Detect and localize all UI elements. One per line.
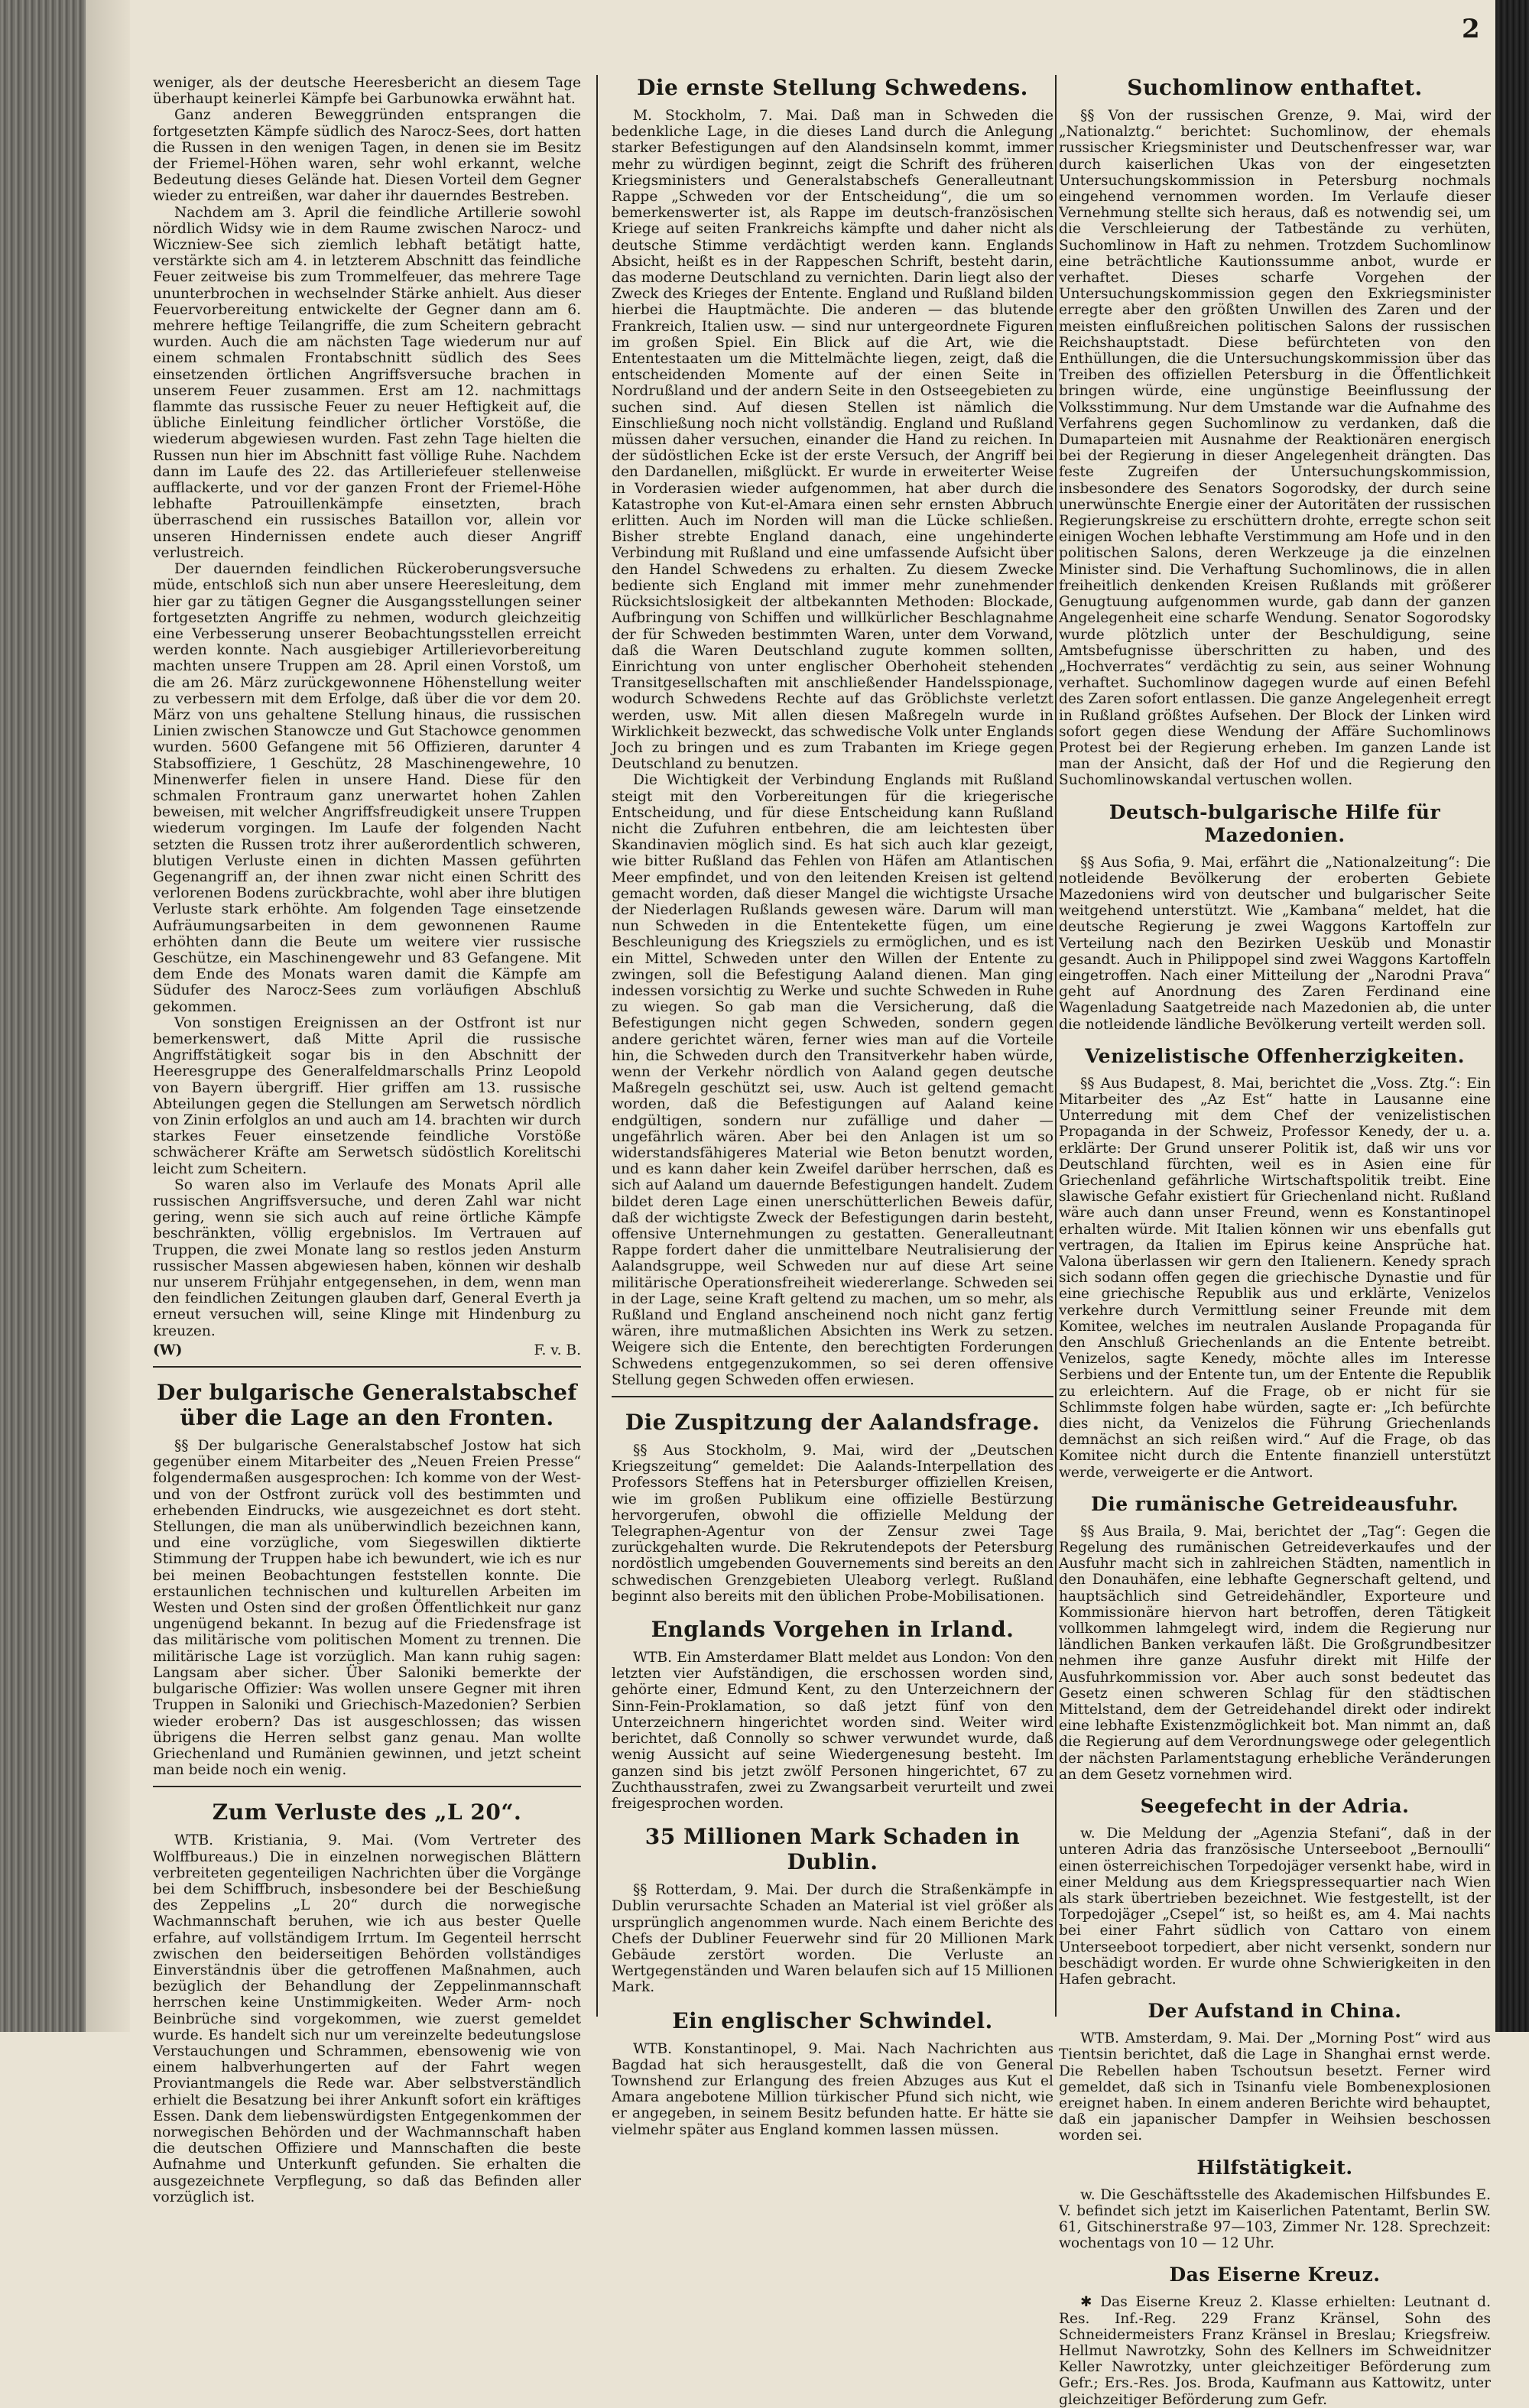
column-rule — [596, 75, 598, 2017]
headline: Hilfstätigkeit. — [1196, 2156, 1353, 2179]
article-paragraph: w. Die Meldung der „Agenzia Stefani“, daß in der unteren Adria das französische Unterseeboot „Bernoulli“ einen österreichischen Torpedojäger versenkt habe, wird in einer Meldung aus dem Kriegspressequartier nach Wien als stark übertrieben bezeichnet. Wie festgestellt, ist der Torpedojäger „Csepel“ ist, so heißt es, am 4. Mai nachts bei einer Fahrt südlich von Cattaro von einem Unterseeboot torpediert, aber nicht versenkt, sondern nur beschädigt worden. Er wurde ohne Schwierigkeiten in den Hafen gebracht. — [1059, 1825, 1491, 1988]
page-number: 2 — [1462, 14, 1480, 44]
headline: Deutsch-bulgarische Hilfe für Mazedonien. — [1109, 800, 1441, 846]
section-divider — [153, 1366, 581, 1368]
article-paragraph: WTB. Konstantinopel, 9. Mai. Nach Nachrichten aus Bagdad hat sich herausgestellt, daß die von General Townshend zur Erlangung des freien Abzuges aus Kut el Amara angebotene Million türkischer Pfund sich nicht, wie er angegeben, in seinem Besitz befunden hatte. Er hätte sie vielmehr später aus England kommen lassen müssen. — [612, 2040, 1053, 2138]
article-paragraph: WTB. Amsterdam, 9. Mai. Der „Morning Post“ wird aus Tientsin berichtet, daß die Lage in Shanghai ernst werde. Die Rebellen haben Tschoutsun besetzt. Ferner wird gemeldet, daß sich in Tsinanfu viele Bombenexplosionen ereignet haben. In einem anderen Berichte wird behauptet, daß ein japanischer Dampfer in Weihsien beschossen worden sei. — [1059, 2030, 1491, 2144]
article-paragraph: M. Stockholm, 7. Mai. Daß man in Schweden die bedenkliche Lage, in die dieses Land durch die Anlegung starker Befestigungen auf den Alandsinseln kommt, immer mehr zu würdigen beginnt, zeigt die Schrift des früheren Kriegsministers und Generalstabschefs Generalleutnant Rappe „Schweden vor der Entscheidung“, die um so bemerkenswerter ist, als Rappe im deutsch-französischen Kriege auf seiten Frankreichs kämpfte und daher nicht als deutsche Stimme verdächtigt werden kann. Englands Absicht, heißt es in der Rappeschen Schrift, besteht darin, das moderne Deutschland zu vernichten. Darin liegt also der Zweck des Krieges der Entente. England und Rußland bilden hierbei die Hauptmächte. Die anderen — das blutende Frankreich, Italien usw. — sind nur untergeordnete Figuren im großen Spiel. Ein Blick auf die Art, wie die Ententestaaten um die Mittelmächte liegen, zeigt, daß die entscheidenden Momente auf der einen Seite in Nordrußland und der andern Seite in den Ostseegebieten zu suchen sind. Auf diesen Stellen ist nämlich die Einschließung noch nicht vollständig. England und Rußland müssen daher versuchen, einander die Hand zu reichen. In der südöstlichen Ecke ist der erste Versuch, der Angriff bei den Dardanellen, mißglückt. Er wurde in erweiterter Weise in Vorderasien wieder aufgenommen, hat aber durch die Katastrophe von Kut-el-Amara einen sehr ernsten Abbruch erlitten. Auch im Norden will man die Lücke schließen. Bisher strebte England danach, eine ungehinderte Verbindung mit Rußland und eine umfassende Aufsicht über den Handel Schwedens zu erhalten. Zu diesem Zwecke bediente sich England mit immer mehr zunehmender Rücksichtslosigkeit der altbekannten Methoden: Blockade, Aufbringung von Schiffen und willkürlicher Beschlagnahme der für Schweden bestimmten Waren, unter dem Vorwand, daß die Waren Deutschland zugute kommen sollten, Einrichtung von unter englischer Oberhoheit stehenden Transitgesellschaften mit anschließender Handelsspionage, wodurch Schwedens Rechte auf das Gröblichste verletzt werden, usw. Mit allen diesen Maßregeln wurde in Wirklichkeit bezweckt, das schwedische Volk unter Englands Joch zu bringen und es zum Trabanten im Kriege gegen Deutschland zu benutzen. — [612, 108, 1053, 773]
headline: Suchomlinow enthaftet. — [1127, 75, 1423, 100]
signature-initials: F. v. B. — [534, 1342, 581, 1358]
article-paragraph: ✱ Das Eiserne Kreuz 2. Klasse erhielten: Leutnant d. Res. Inf.-Reg. 229 Franz Kränsel, Sohn des Schneidermeisters Franz Kränsel in Breslau; Kriegsfreiw. Hellmut Nawrotzky, Sohn des Kellners im Schweidnitzer Keller Nawrotzky, unter gleichzeitiger Beförderung zum Gefr.; Ers.-Res. Jos. Broda, Kaufmann aus Kattowitz, unter gleichzeitiger Beförderung zum Gefr. — [1059, 2294, 1491, 2408]
article-paragraph: weniger, als der deutsche Heeresbericht an diesem Tage überhaupt keinerlei Kämpfe bei Garbunowka erwähnt hat. — [153, 75, 581, 108]
column-rule — [1055, 75, 1057, 2017]
article-paragraph: So waren also im Verlaufe des Monats April alle russischen Angriffsversuche, und deren Zahl war nicht gering, wenn sie sich auch auf reine örtliche Kämpfe beschränkten, völlig ergebnislos. Im Vertrauen auf Truppen, die zwei Monate lang so restlos jeden Ansturm russischer Massen abgewiesen haben, können wir deshalb nur unserem Frühjahr entgegensehen, in dem, wenn man den feindlichen Zeitungen glauben darf, General Everth ja erneut versuchen will, seine Klinge mit Hindenburg zu kreuzen. — [153, 1176, 581, 1339]
page-edge — [1495, 0, 1529, 2032]
column-middle — [612, 75, 1053, 2138]
article-paragraph: Ganz anderen Beweggründen entsprangen die fortgesetzten Kämpfe südlich des Narocz-Sees, dort hatten die Russen in den wenigen Tagen, in denen sie im Besitz der Friemel-Höhen waren, sehr wohl erkannt, welche Bedeutung dieses Gelände hat. Diesen Vorteil dem Gegner wieder zu entreißen, war daher ihr dauerndes Bestreben. — [153, 107, 581, 205]
article-paragraph: WTB. Ein Amsterdamer Blatt meldet aus London: Von den letzten vier Aufständigen, die erschossen worden sind, gehörte einer, Edmund Kent, zu den Unterzeichnern der Sinn-Fein-Proklamation, so daß jetzt fünf von den Unterzeichnern hingerichtet worden sind. Weiter wird berichtet, daß Connolly so schwer verwundet wurde, daß wenig Aussicht auf seine Wiedergenesung besteht. Im ganzen sind bis jetzt zwölf Personen hingerichtet, 67 zu Zuchthausstrafen, zwei zu Zwangsarbeit verurteilt und zwei freigesprochen worden. — [612, 1650, 1053, 1812]
article-paragraph: §§ Aus Budapest, 8. Mai, berichtet die „Voss. Ztg.“: Ein Mitarbeiter des „Az Est“ hatte in Lausanne eine Unterredung mit dem Chef der venizelistischen Propaganda in der Schweiz, Professor Kenedy, der u. a. erklärte: Der Grund unserer Politik ist, daß wir uns vor Deutschland fürchten, weil es in Asien eine für Griechenland gefährliche Wirtschaftspolitik treibt. Eine slawische Gefahr existiert für Griechenland nicht. Rußland wäre auch dann unser Freund, wenn es Konstantinopel erhalten würde. Mit Italien können wir uns ebenfalls gut vertragen, da Italien im Epirus keine Ansprüche hat. Valona überlassen wir gern den Italienern. Kenedy sprach sich sodann offen gegen die griechische Dynastie und für eine griechische Republik aus und erklärte, Venizelos verkehre durch Vermittlung seiner Freunde mit dem Komitee, welches im neutralen Auslande Propaganda für den Anschluß Griechenlands an die Entente betreibt. Venizelos, sagte Kenedy, möchte alles im Interesse Serbiens und der Entente tun, um der Entente die Republik zu erleichtern. Auf die Frage, ob er nicht für sie Schlimmste folgen habe würden, sagte er: „Ich befürchte dies nicht, da Venizelos die Führung Griechenlands demnächst an sich reißen wird.“ Auf die Frage, ob das Komitee nicht durch die Entente finanziell unterstützt werde, verweigerte er die Antwort. — [1059, 1075, 1491, 1481]
headline: Englands Vorgehen in Irland. — [651, 1617, 1014, 1643]
article-paragraph: w. Die Geschäftsstelle des Akademischen Hilfsbundes E. V. befindet sich jetzt im Kaiserlichen Patentamt, Berlin SW. 61, Gitschinerstraße 97—103, Zimmer Nr. 128. Sprechzeit: wochentags von 10 — 12 Uhr. — [1059, 2186, 1491, 2252]
article-paragraph: Der dauernden feindlichen Rückeroberungsversuche müde, entschloß sich nun aber unsere Heeresleitung, dem hier gar zu tätigen Gegner die Ausgangsstellungen seiner fortgesetzten Angriffe zu nehmen, wodurch gleichzeitig eine Verbesserung unserer Beobachtungsstellen erreicht werden konnte. Nach ausgiebiger Artillerievorbereitung machten unsere Truppen am 28. April einen Vorstoß, um die am 26. März zurückgewonnene Höhenstellung weiter zu verbessern mit dem Erfolge, daß über die vor dem 20. März von uns gehaltene Stellung hinaus, die russischen Linien zwischen Stanowcze und Gut Stachowce genommen wurden. 5600 Gefangene mit 56 Offizieren, darunter 4 Stabsoffiziere, 1 Geschütz, 28 Maschinengewehre, 10 Minenwerfer fielen in unsere Hand. Diese für den schmalen Frontraum ganz unerwartet hohen Zahlen beweisen, mit welcher Angriffsfreudigkeit unsere Truppen wiederum vorgingen. Im Laufe der folgenden Nacht setzten die Russen trotz ihrer außerordentlich schweren, blutigen Verluste einen in dichten Massen geführten Gegenangriff an, der ihnen zwar nicht einen Schritt des verlorenen Bodens zurückbrachte, wohl aber ihre blutigen Verluste stark erhöhte. Am folgenden Tage einsetzende Aufräumungsarbeiten in dem gewonnenen Raume erhöhten dann die Beute um weitere vier russische Geschütze, ein Maschinengewehr und 83 Gefangene. Mit dem Ende des Monats waren damit die Kämpfe am Südufer des Narocz-Sees zum vorläufigen Abschluß gekommen. — [153, 561, 581, 1015]
column-left — [153, 75, 581, 2205]
article-paragraph: Die Wichtigkeit der Verbindung Englands mit Rußland steigt mit den Vorbereitungen für die kriegerische Entscheidung, und für diese Entscheidung kann Rußland nicht die Zufuhren entbehren, die am leichtesten über Skandinavien möglich sind. Es hat sich auch klar gezeigt, wie bitter Rußland das Fehlen von Häfen am Atlantischen Meer empfindet, und von den leitenden Kreisen ist geltend gemacht worden, daß dieser Mangel die wichtigste Ursache der Niederlagen Rußlands gewesen wäre. Darum will man nun Schweden in die Ententekette fügen, um eine Beschleunigung des Kriegsziels zu ermöglichen, und es ist ein Mittel, Schweden unter den Willen der Entente zu zwingen, soll die Befestigung Aaland dienen. Man ging indessen vorsichtig zu Werke und suchte Schweden in Ruhe zu wiegen. So gab man die Versicherung, daß die Befestigungen nicht gegen Schweden, sondern gegen andere gerichtet wären, ferner wies man auf die Vorteile hin, die Schweden durch den Transitverkehr haben würde, wenn der Verkehr nördlich von Aaland gegen deutsche Maßregeln geschützt sei, usw. Auch ist geltend gemacht worden, daß die Befestigungen auf Aaland keine endgültigen, sondern nur zufällige und daher — ungefährlich wären. Aber bei den Anlagen ist um so widerstandsfähigeres Material wie Beton benutzt worden, und es kann daher kein Zweifel darüber herrschen, daß es sich auf Aaland um dauernde Befestigungen handelt. Zudem bildet deren Lage einen unerschütterlichen Beweis dafür, daß der wichtigste Zweck der Befestigungen darin besteht, offensive Unternehmungen zu gestatten. Generalleutnant Rappe fordert daher die unmittelbare Neutralisierung der Aalandsgruppe, weil Schweden nur auf diese Art seine militärische Operationsfreiheit wiedererlange. Schweden sei in der Lage, seine Kraft geltend zu machen, um so mehr, als Rußland und England anscheinend noch nicht ganz fertig wären, ihre mutmaßlichen Absichten ins Werk zu setzen. Weigere sich die Entente, den berechtigten Forderungen Schwedens entgegenzukommen, so sei deren offensive Stellung gegen Schweden offen erwiesen. — [612, 772, 1053, 1388]
article-paragraph: Nachdem am 3. April die feindliche Artillerie sowohl nördlich Widsy wie in dem Raume zwischen Narocz- und Wiczniew-See sich ziemlich lebhaft betätigt hatte, verstärkte sich am 4. in letzterem Abschnitt das feindliche Feuer zeitweise bis zum Trommelfeuer, das mehrere Tage ununterbrochen in wechselnder Stärke anhielt. Aus dieser Feuervorbereitung entwickelte der Gegner dann am 6. mehrere heftige Teilangriffe, die zum Scheitern gebracht wurden. Auch die am nächsten Tage wiederum nur auf einem schmalen Frontabschnitt südlich des Sees einsetzenden örtlichen Angriffsversuche brachen in unserem Feuer zusammen. Erst am 12. nachmittags flammte das russische Feuer zu neuer Heftigkeit auf, die übliche Einleitung feindlicher örtlicher Vorstöße, die wiederum abgewiesen wurden. Fast zehn Tage hielten die Russen nun hier im Abschnitt fast völlige Ruhe. Nachdem dann im Laufe des 22. das Artilleriefeuer stellenweise aufflackerte, und vor der ganzen Front der Friemel-Höhe lebhafte Patrouillenkämpfe einsetzten, brach überraschend ein russisches Bataillon vor, allein vor unseren Hindernissen endete auch dieser Angriff verlustreich. — [153, 204, 581, 561]
headline: Der Aufstand in China. — [1148, 2000, 1402, 2023]
section-divider — [612, 1396, 1053, 1397]
headline: Der bulgarische Generalstabschef über die Lage an den Fronten. — [157, 1380, 577, 1431]
signature-mark: (W) — [153, 1342, 183, 1358]
article-paragraph: §§ Der bulgarische Generalstabschef Jostow hat sich gegenüber einem Mitarbeiter des „Neuen Freien Presse“ folgendermaßen ausgesprochen: Ich komme von der West- und von der Ostfront zurück voll des bestimmten und erhebenden Eindrucks, wie ausgezeichnet es dort steht. Stellungen, die man als unüberwindlich bezeichnen kann, und eine vorzügliche, vom Siegeswillen diktierte Stimmung der Truppen habe ich bewundert, wie ich es nur bei meinen Beobachtungen feststellen konnte. Die erstaunlichen technischen und kulturellen Arbeiten im Westen und Osten sind der großen Öffentlichkeit nur ganz ungenügend bekannt. In bezug auf die Friedensfrage ist das militärische vom politischen Moment zu trennen. Die militärische Lage ist vorzüglich. Man kann ruhig sagen: Langsam aber sicher. Über Saloniki bemerkte der bulgarische Offizier: Was wollen unsere Gegner mit ihren Truppen in Saloniki und Griechisch-Mazedonien? Serbien wieder erobern? Das ist ausgeschlossen; das wissen übrigens die Herren selbst ganz genau. Man wollte Griechenland und Rumänien gewinnen, und jetzt scheint man beide noch ein wenig. — [153, 1438, 581, 1779]
headline: Seegefecht in der Adria. — [1140, 1795, 1410, 1818]
headline: Die ernste Stellung Schwedens. — [637, 75, 1028, 100]
headline: Venizelistische Offenherzigkeiten. — [1085, 1044, 1465, 1067]
article-paragraph: §§ Aus Sofia, 9. Mai, erfährt die „Nationalzeitung“: Die notleidende Bevölkerung der eroberten Gebiete Mazedoniens wird von deutscher und bulgarischer Seite weitgehend unterstützt. Wie „Kambana“ meldet, hat die deutsche Regierung je zwei Waggons Kartoffeln zur Verteilung nach den Bezirken Uesküb und Monastir gesandt. Auch in Philippopel sind zwei Waggons Kartoffeln eingetroffen. Nach einer Mitteilung der „Narodni Prava“ geht auf Anordnung des Zaren Ferdinand eine Wagenladung Saatgetreide nach Mazedonien ab, die unter die notleidende ländliche Bevölkerung verteilt werden soll. — [1059, 854, 1491, 1033]
headline: Das Eiserne Kreuz. — [1169, 2264, 1381, 2286]
article-signature — [153, 1342, 581, 1358]
page-gutter — [86, 0, 130, 2032]
article-paragraph: Von sonstigen Ereignissen an der Ostfront ist nur bemerkenswert, daß Mitte April die russische Angriffstätigkeit sogar bis in den Abschnitt der Heeresgruppe des Generalfeldmarschalls Prinz Leopold von Bayern übergriff. Hier griffen am 13. russische Abteilungen gegen die Stellungen am Serwetsch nördlich von Zinin erfolglos an und auch am 14. brachten wir durch starkes Feuer einsetzende feindliche Vorstöße schwächerer Kräfte am Serwetsch südöstlich Korelitschi leicht zum Scheitern. — [153, 1014, 581, 1177]
section-divider — [153, 1786, 581, 1787]
column-right — [1059, 75, 1491, 2408]
headline: Die rumänische Getreideausfuhr. — [1091, 1492, 1459, 1515]
headline: Zum Verluste des „L 20“. — [212, 1800, 522, 1825]
article-paragraph: §§ Aus Braila, 9. Mai, berichtet der „Tag“: Gegen die Regelung des rumänischen Getreideverkaufes und der Ausfuhr macht sich in zahlreichen Städten, namentlich in den Donauhäfen, eine lebhafte Gegnerschaft geltend, und hauptsächlich sind Getreidehändler, Exporteure und Kommissionäre hiervon hart betroffen, deren Tätigkeit vollkommen lahmgelegt wird, indem die Regierung nur ländlichen Banken verkaufen läßt. Die Großgrundbesitzer nehmen ihre ganze Ausfuhr direkt mit Hilfe der Ausfuhrkommission vor. Aber auch sonst bedeutet das Gesetz einen schweren Schlag für den städtischen Mittelstand, dem der Getreidehandel direkt oder indirekt eine lebhafte Existenzmöglichkeit bot. Man nimmt an, daß die Regierung auf dem Verordnungswege oder gelegentlich der nächsten Parlamentstagung erhebliche Veränderungen an dem Gesetz vornehmen wird. — [1059, 1523, 1491, 1783]
headline: Ein englischer Schwindel. — [672, 2007, 993, 2033]
article-paragraph: §§ Rotterdam, 9. Mai. Der durch die Straßenkämpfe in Dublin verursachte Schaden an Material ist viel größer als ursprünglich angenommen wurde. Nach einem Berichte des Chefs der Dubliner Feuerwehr sind für 20 Millionen Mark Gebäude zerstört worden. Die Verluste an Wertgegenständen und Waren belaufen sich auf 15 Millionen Mark. — [612, 1882, 1053, 1996]
article-paragraph: §§ Von der russischen Grenze, 9. Mai, wird der „Nationalztg.“ berichtet: Suchomlinow, der ehemals russischer Kriegsminister und Deutschenfresser war, war durch kaiserlichen Ukas von der eingesetzten Untersuchungskommission in Petersburg nochmals eingehend vernommen worden. Im Verlaufe dieser Vernehmung stellte sich heraus, daß es notwendig sei, um die Verschleierung der Tatbestände zu verhüten, Suchomlinow in Haft zu nehmen. Trotzdem Suchomlinow eine beträchtliche Kautionssumme anbot, wurde er verhaftet. Dieses scharfe Vorgehen der Untersuchungskommission gegen den Exkriegsminister erregte aber den größten Unwillen des Zaren und der meisten einflußreichen politischen Salons der russischen Reichshauptstadt. Diese befürchteten von den Enthüllungen, die die Untersuchungskommission über das Treiben des offiziellen Petersburg in die Öffentlichkeit bringen würde, eine ungünstige Beeinflussung der Volksstimmung. Nur dem Umstande war die Aufnahme des Verfahrens gegen Suchomlinow zu verdanken, daß die Dumaparteien mit Ausnahme der Reaktionären energisch bei der Regierung in dieser Angelegenheit drängten. Das feste Zugreifen der Untersuchungskommission, insbesondere des Senators Sogorodsky, der durch seine unerwünschte Energie einer der Autoritäten der russischen Regierungskreise zu erschüttern drohte, erregte schon seit einigen Wochen lebhafte Verstimmung am Hofe und in den politischen Salons, deren Werkzeuge ja die einzelnen Minister sind. Die Verhaftung Suchomlinows, die in allen freiheitlich denkenden Kreisen Rußlands mit größerer Genugtuung aufgenommen wurde, gab dann der ganzen Angelegenheit eine scharfe Wendung. Senator Sogorodsky wurde plötzlich unter der Beschuldigung, seine Amtsbefugnisse überschritten zu haben, und des „Hochverrates“ verdächtig zu sein, aus seiner Wohnung verhaftet. Suchomlinow dagegen wurde auf einen Befehl des Zaren sofort entlassen. Die ganze Angelegenheit erregt in Rußland größtes Aufsehen. Der Block der Linken wird sofort gegen diese Wendung der Affäre Suchomlinows Protest bei der Regierung erheben. Im ganzen Lande ist man der Ansicht, daß der Hof und die Regierung den Suchomlinowskandal vertuschen wollen. — [1059, 108, 1491, 789]
book-spine — [0, 0, 86, 2032]
article-paragraph: WTB. Kristiania, 9. Mai. (Vom Vertreter des Wolffbureaus.) Die in einzelnen norwegischen Blättern verbreiteten gegenteiligen Nachrichten über die Vorgänge bei dem Schiffbruch, insbesondere bei der Beschießung des Zeppelins „L 20“ durch die norwegische Wachmannschaft beruhen, wie ich aus bester Quelle erfahre, auf vollständigem Irrtum. Im Gegenteil herrscht zwischen den beiderseitigen Behörden vollständiges Einverständnis über die getroffenen Maßnahmen, auch bezüglich der Behandlung der Zeppelinmannschaft herrschen keine Unstimmigkeiten. Weder Arm- noch Beinbrüche sind vorgekommen, wie zuerst gemeldet wurde. Es handelt sich nur um vereinzelte bedeutungslose Verstauchungen und Schrammen, ebensowenig wie von einem halbverhungerten auf der Fahrt wegen Proviantmangels die Rede war. Aber selbstverständlich erhielt die Besatzung bei ihrer Ankunft sofort ein kräftiges Essen. Dank dem liebenswürdigsten Entgegenkommen der norwegischen Behörden und der Wachmannschaft haben die deutschen Offiziere und Mannschaften die beste Aufnahme und Unterkunft gefunden. Sie erhalten die ausgezeichnete Verpflegung, so daß das Befinden aller vorzüglich ist. — [153, 1832, 581, 2205]
article-paragraph: §§ Aus Stockholm, 9. Mai, wird der „Deutschen Kriegszeitung“ gemeldet: Die Aalands-Interpellation des Professors Steffens hat in Petersburger offiziellen Kreisen, wie im großen Publikum eine offizielle Bestürzung hervorgerufen, obwohl die offizielle Meldung der Telegraphen-Agentur von der Zensur zwei Tage zurückgehalten wurde. Die Rekrutendepots der Petersburg nordöstlich umgebenden Gouvernements sind bereits an den schwedischen Grenzgebieten Uleaborg verlegt. Rußland beginnt also bereits mit den üblichen Probe-Mobilisationen. — [612, 1443, 1053, 1605]
headline: 35 Millionen Mark Schaden in Dublin. — [644, 1824, 1021, 1875]
headline: Die Zuspitzung der Aalandsfrage. — [625, 1410, 1040, 1436]
